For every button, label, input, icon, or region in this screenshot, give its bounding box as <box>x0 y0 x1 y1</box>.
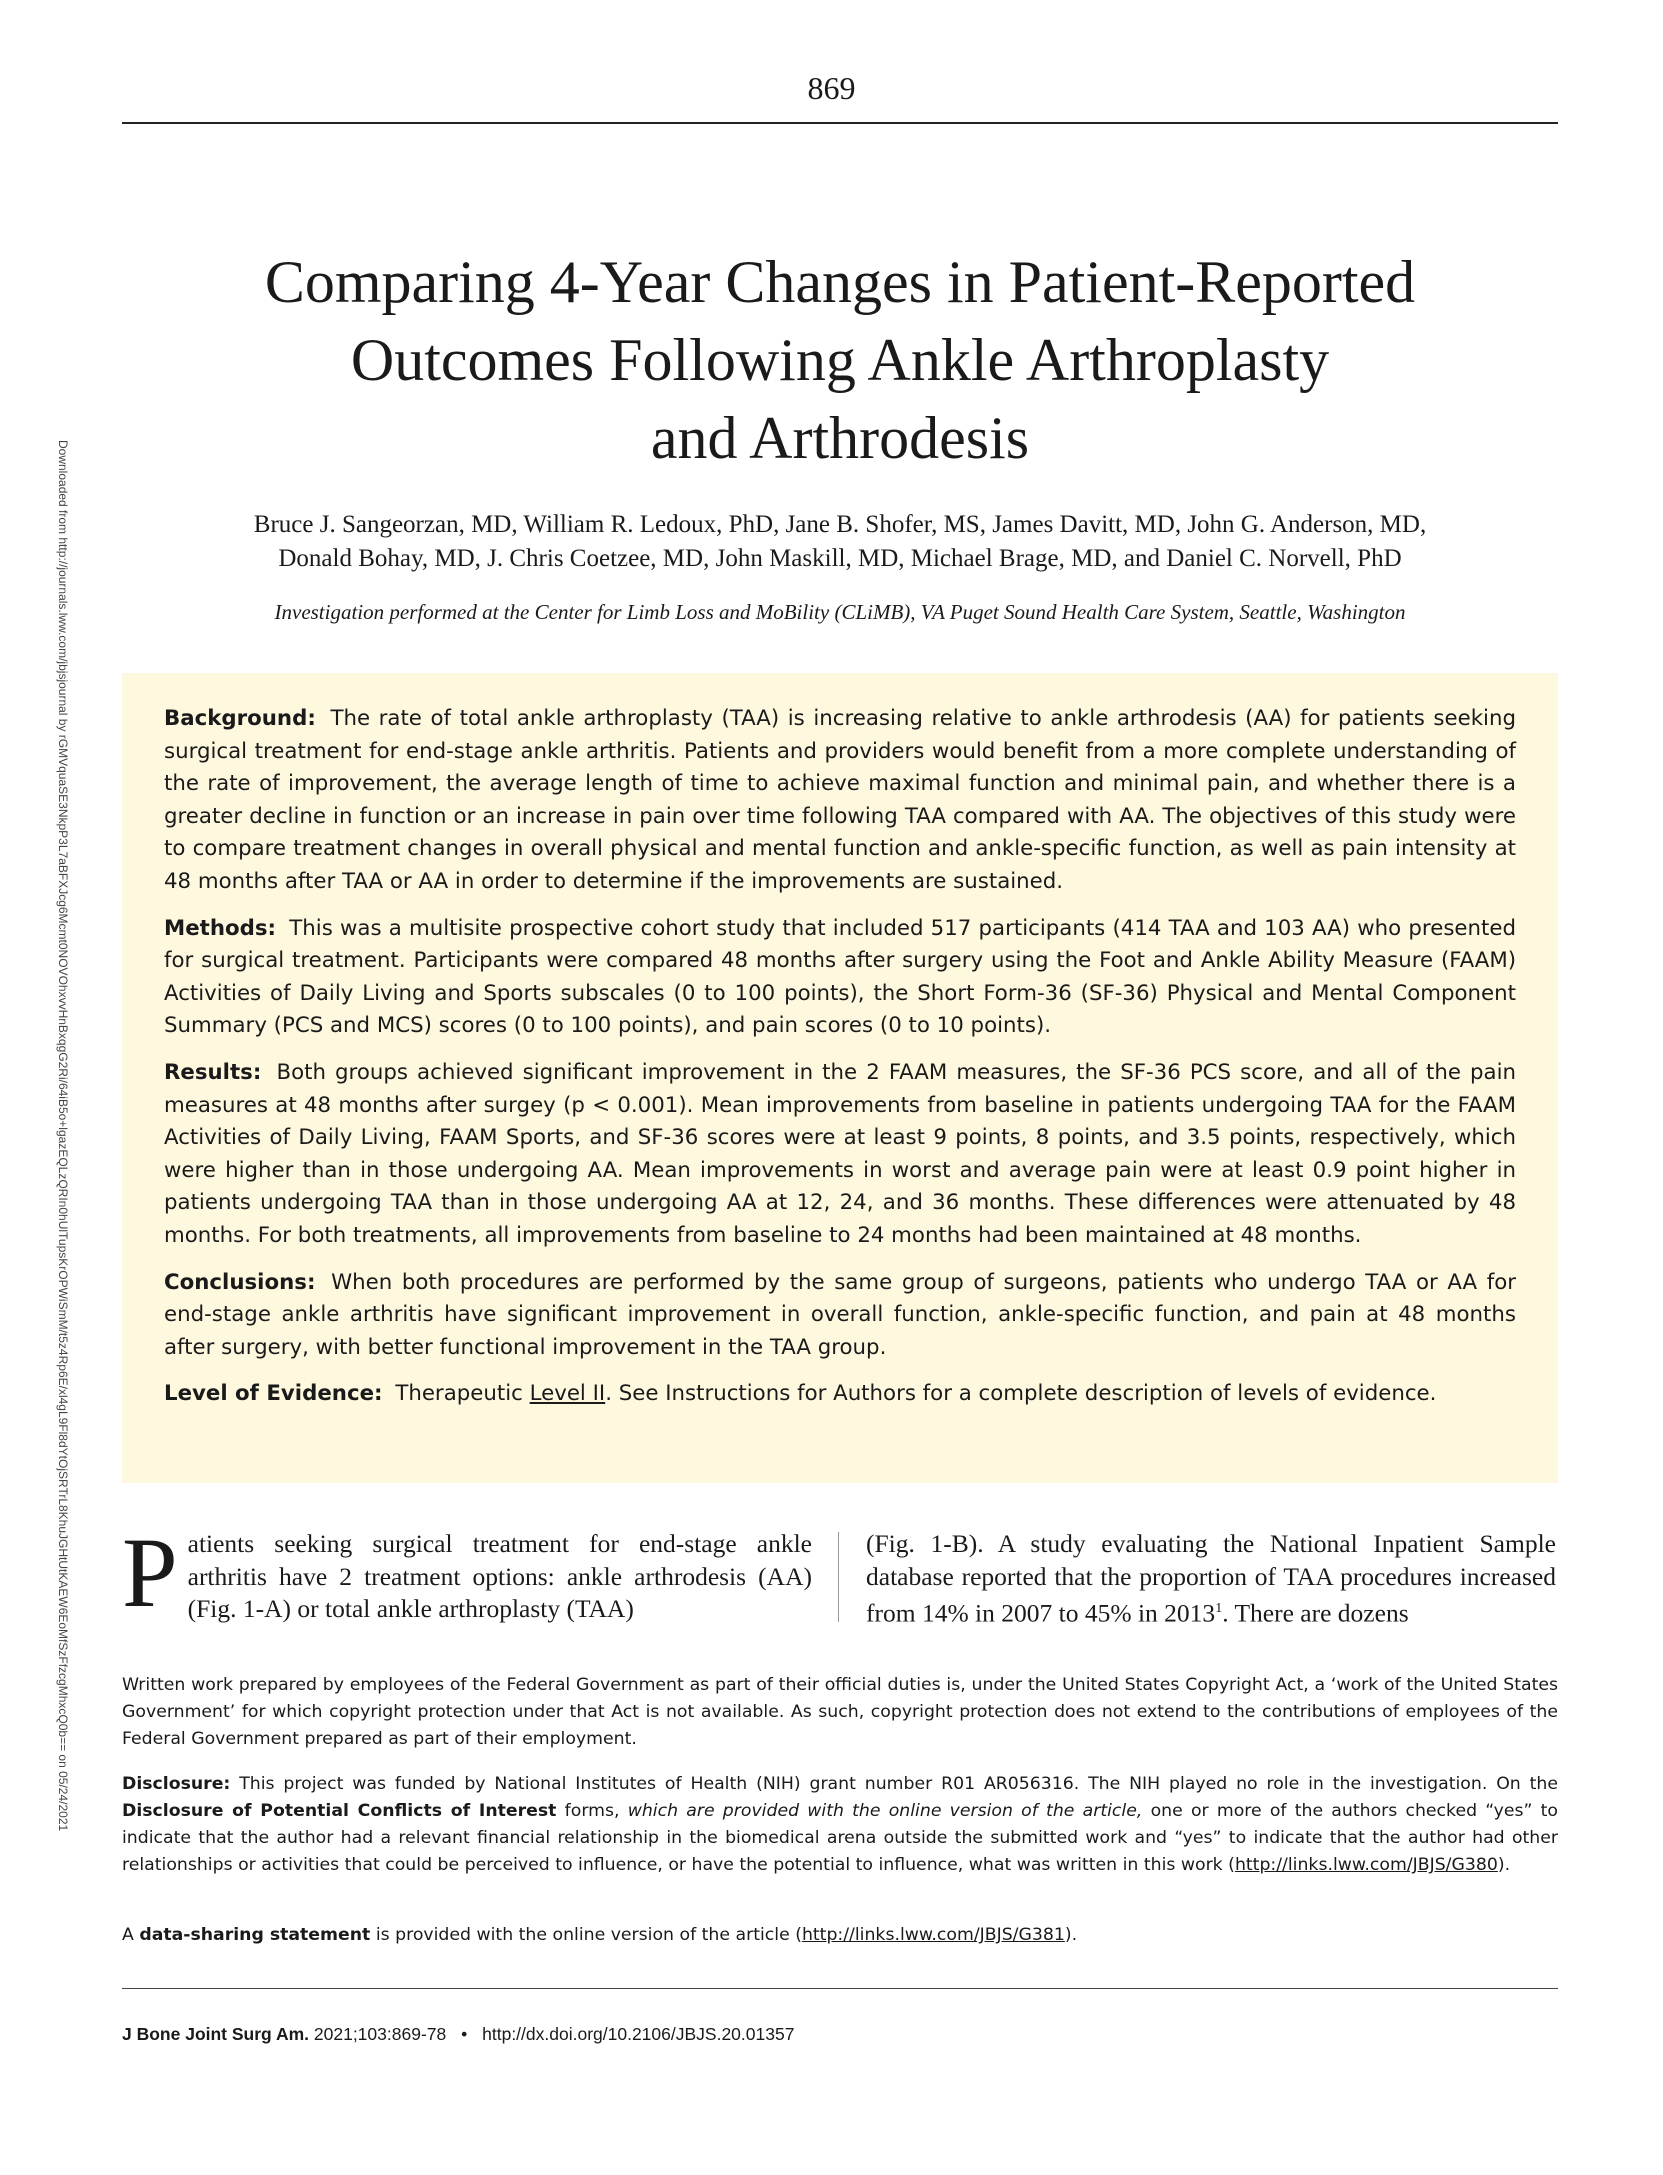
data-sharing-end: ). <box>1064 1925 1078 1945</box>
evidence-post: . See Instructions for Authors for a complete description of levels of evidence. <box>605 1381 1437 1407</box>
results-label: Results: <box>164 1059 262 1085</box>
abstract-conclusions <box>164 1267 1516 1365</box>
evidence-label: Level of Evidence: <box>164 1381 383 1407</box>
disclosure-text-1: This project was funded by National Institutes of Health (NIH) grant number R01 AR056316. The NIH played no role in the investigation. On the <box>239 1774 1559 1794</box>
article-title <box>122 243 1558 477</box>
data-sharing-link[interactable]: http://links.lww.com/JBJS/G381 <box>801 1925 1065 1945</box>
body-right-tail: . There are dozens <box>1222 1598 1409 1628</box>
government-work-note <box>122 1672 1558 1753</box>
disclosure-label: Disclosure: <box>122 1774 231 1794</box>
disclosure-text-2: one or more of the authors checked “yes” to indicate that the author had a relevant financial relationship in the biomedical arena outside the submitted work and “yes” to indicate that the author had other relationships or activities that could be perceived to influence, or have the potential to influence, what was written in this work ( <box>122 1801 1558 1875</box>
body-right-text: (Fig. 1-B). A study evaluating the National Inpatient Sample database reported that the proportion of TAA procedures increased from 14% in 2007 to 45% in 2013 <box>866 1529 1556 1628</box>
authors-line-1: Bruce J. Sangeorzan, MD, William R. Ledoux, PhD, Jane B. Shofer, MS, James Davitt, MD, John G. Anderson, MD, <box>253 511 1427 538</box>
methods-text: This was a multisite prospective cohort study that included 517 participants (414 TAA and 103 AA) who presented for surgical treatment. Participants were compared 48 months after surgery using the Foot and Ankle Ability Measure (FAAM) Activities of Daily Living and Sports subscales (0 to 100 points), the Short Form-36 (SF-36) Physical and Mental Component Summary (PCS and MCS) scores (0 to 100 points), and pain scores (0 to 10 points). <box>164 915 1516 1039</box>
column-divider <box>838 1532 839 1622</box>
disclosure-link[interactable]: http://links.lww.com/JBJS/G380 <box>1234 1855 1498 1875</box>
body-column-left <box>122 1517 812 1628</box>
body-column-right <box>866 1528 1556 1630</box>
doi-link[interactable]: http://dx.doi.org/10.2106/JBJS.20.01357 <box>482 2024 795 2044</box>
abstract-background <box>164 703 1516 899</box>
body-left-text: atients seeking surgical treatment for end-stage ankle arthritis have 2 treatment options: ankle arthrodesis (AA) (Fig. 1-A) or total ankle arthroplasty (TAA) <box>187 1529 812 1623</box>
disclosure-end: ). <box>1497 1855 1511 1875</box>
disclosure-note <box>122 1771 1558 1879</box>
page-number: 869 <box>807 70 856 106</box>
citation-footer <box>122 2024 1558 2045</box>
data-sharing-label: data-sharing statement <box>139 1925 371 1945</box>
evidence-pre: Therapeutic <box>395 1381 523 1407</box>
institution-note: Investigation performed at the Center for Limb Loss and MoBility (CLiMB), VA Puget Sound Health Care System, Seattle, Washington <box>274 600 1406 624</box>
disclosure-forms-title: Disclosure of Potential Conflicts of Interest <box>122 1801 557 1821</box>
methods-label: Methods: <box>164 915 277 941</box>
authors-line-2: Donald Bohay, MD, J. Chris Coetzee, MD, John Maskill, MD, Michael Brage, MD, and Daniel C. Norvell, PhD <box>278 545 1402 572</box>
title-line-3: and Arthrodesis <box>650 405 1030 471</box>
abstract-results <box>164 1057 1516 1253</box>
data-sharing-pre: A <box>122 1925 134 1945</box>
data-sharing-mid: is provided with the online version of the article ( <box>375 1925 802 1945</box>
footer-rule <box>122 1988 1558 1989</box>
disclosure-forms: forms, <box>564 1801 620 1821</box>
background-text: The rate of total ankle arthroplasty (TAA) is increasing relative to ankle arthrodesis (AA) for patients seeking surgical treatment for end-stage ankle arthritis. Patients and providers would benefit from a more complete understanding of the rate of improvement, the average length of time to achieve maximal function and minimal pain, and whether there is a greater decline in function or an increase in pain over time following TAA compared with AA. The objectives of this study were to compare treatment changes in overall physical and mental function and ankle-specific function, as well as pain intensity at 48 months after TAA or AA in order to determine if the improvements are sustained. <box>164 706 1516 894</box>
abstract-methods <box>164 913 1516 1043</box>
citation-volume: 2021;103:869-78 <box>313 2024 447 2044</box>
conclusions-label: Conclusions: <box>164 1269 316 1295</box>
download-watermark-text: Downloaded from http://journals.lww.com/jbjsjournal by rGMVquaSE3NkpP3L7aBFXJcg6Mcmt0NOVOhxvvHnBxqgG2Ri/64iB5o+lgazEQLzQRIn0hUlTupsKrOPWiSmM/t5z4Rp6E/xl4gL9Fl8dYtOjSRTrL8KhuJGHtUtKAEW6EoMfSzFfzcgMhxcQ0b== on 05/24/2021 <box>56 440 70 1832</box>
data-sharing-note <box>122 1922 1558 1949</box>
disclosure-online-note: which are provided with the online version of the article, <box>627 1801 1143 1821</box>
header-rule <box>122 122 1558 124</box>
background-label: Background: <box>164 706 316 731</box>
author-list <box>122 508 1558 576</box>
level-of-evidence-link[interactable]: Level II <box>529 1381 606 1407</box>
download-watermark <box>52 440 72 1832</box>
title-line-1: Comparing 4-Year Changes in Patient-Reported <box>264 249 1416 315</box>
drop-cap: P <box>122 1517 178 1628</box>
conclusions-text: When both procedures are performed by the same group of surgeons, patients who undergo TAA or AA for end-stage ankle arthritis have significant improvement in overall function, ankle-specific function, and pain at 48 months after surgery, with better functional improvement in the TAA group. <box>164 1269 1516 1360</box>
reference-1[interactable]: 1 <box>1215 1601 1223 1616</box>
abstract-evidence <box>164 1378 1516 1411</box>
title-line-2: Outcomes Following Ankle Arthroplasty <box>350 327 1330 393</box>
journal-name: J Bone Joint Surg Am. <box>122 2024 310 2044</box>
bullet-separator: • <box>461 2024 468 2044</box>
results-text: Both groups achieved significant improvement in the 2 FAAM measures, the SF-36 PCS score, and all of the pain measures at 48 months after surgey (p < 0.001). Mean improvements from baseline in patients undergoing TAA for the FAAM Activities of Daily Living, FAAM Sports, and SF-36 scores were at least 9 points, 8 points, and 3.5 points, respectively, which were higher than in those undergoing AA. Mean improvements in worst and average pain were at least 0.9 point higher in patients undergoing TAA than in those undergoing AA at 12, 24, and 36 months. These differences were attenuated by 48 months. For both treatments, all improvements from baseline to 24 months had been maintained at 48 months. <box>164 1059 1516 1248</box>
abstract-box <box>122 673 1558 1483</box>
government-work-text: Written work prepared by employees of the Federal Government as part of their official duties is, under the United States Copyright Act, a ‘work of the United States Government’ for which copyright protection under that Act is not available. As such, copyright protection does not extend to the contributions of employees of the Federal Government prepared as part of their employment. <box>122 1675 1558 1749</box>
